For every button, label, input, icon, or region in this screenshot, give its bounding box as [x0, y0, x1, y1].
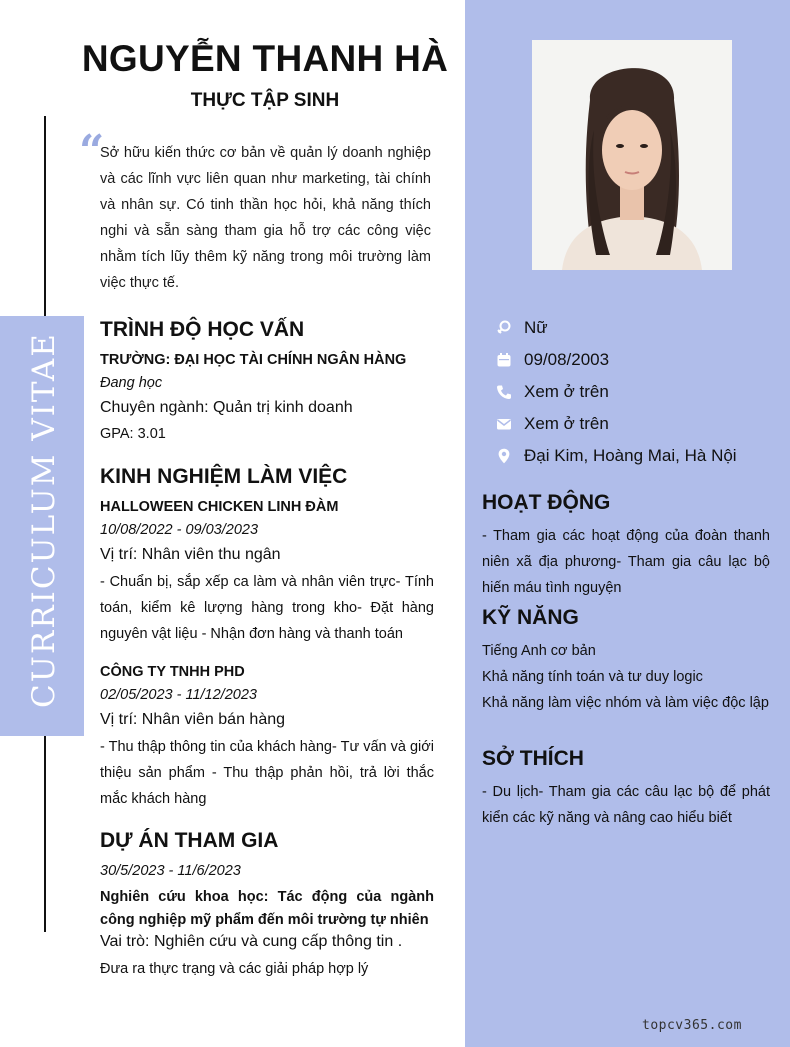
job-description: - Thu thập thông tin của khách hàng- Tư vấn và giới thiệu sản phẩm - Thu thập phản hồi, trả lời thắc mắc khách hàng: [100, 739, 434, 807]
education-school: TRƯỜNG: ĐẠI HỌC TÀI CHÍNH NGÂN HÀNG: [100, 352, 407, 368]
skill-item: Tiếng Anh cơ bản: [482, 643, 596, 659]
contact-phone: [496, 380, 609, 404]
location-icon: [496, 448, 512, 464]
contact-address: [496, 444, 737, 468]
job-period: 02/05/2023 - 11/12/2023: [100, 687, 257, 703]
gender-icon: [496, 320, 512, 336]
candidate-role: THỰC TẬP SINH: [190, 90, 340, 111]
contact-gender: [496, 316, 548, 340]
activities-text: - Tham gia các hoạt động của đoàn thanh niên xã địa phương- Tham gia câu lạc bộ hiến máu tình nguyện: [482, 528, 770, 596]
candidate-name: NGUYỄN THANH HÀ: [81, 38, 449, 79]
skills-title: KỸ NĂNG: [482, 606, 579, 629]
side-label: CURRICULUM VITAE: [26, 332, 62, 708]
calendar-icon: [496, 352, 512, 368]
job-position: Vị trí: Nhân viên bán hàng: [100, 711, 286, 728]
contact-address-value: Đại Kim, Hoàng Mai, Hà Nội: [524, 446, 737, 465]
job-period: 10/08/2022 - 09/03/2023: [100, 522, 259, 538]
activities-title: HOẠT ĐỘNG: [482, 491, 611, 514]
contact-dob-value: 09/08/2003: [524, 350, 610, 369]
vertical-divider-bottom: [44, 706, 46, 932]
experience-title: KINH NGHIỆM LÀM VIỆC: [100, 465, 348, 488]
projects-title: DỰ ÁN THAM GIA: [100, 829, 279, 852]
education-status: Đang học: [100, 375, 163, 391]
quote-icon: “: [79, 126, 105, 177]
project-role: Vai trò: Nghiên cứu và cung cấp thông tin .: [100, 933, 403, 950]
skill-item: Khả năng tính toán và tư duy logic: [482, 669, 703, 685]
contact-email: [496, 412, 609, 436]
job-position: Vị trí: Nhân viên thu ngân: [100, 546, 281, 563]
project-name: Nghiên cứu khoa học: Tác động của ngành công nghiệp mỹ phẩm đến môi trường tự nhiên: [100, 889, 434, 928]
contact-dob: [496, 348, 609, 372]
footer-watermark: topcv365.com: [642, 1018, 742, 1033]
project-period: 30/5/2023 - 11/6/2023: [100, 863, 241, 879]
skill-item: Khả năng làm việc nhóm và làm việc độc lập: [482, 695, 769, 711]
education-major: Chuyên ngành: Quản trị kinh doanh: [100, 399, 353, 416]
email-icon: [496, 416, 512, 432]
portrait-illustration: [532, 40, 732, 270]
hobbies-text: - Du lịch- Tham gia các câu lạc bộ để phát kiển các kỹ năng và nâng cao hiểu biết: [482, 784, 770, 826]
hobbies-title: SỞ THÍCH: [482, 747, 584, 770]
summary-text: Sở hữu kiến thức cơ bản về quản lý doanh nghiệp và các lĩnh vực liên quan như marketing, tài chính và nhân sự. Có tinh thần học hỏi, khả năng thích nghi và sẵn sàng tham gia hỗ trợ các công việc nhằm tích lũy thêm kỹ năng trong môi trường làm việc thực tế.: [100, 145, 431, 291]
education-gpa: GPA: 3.01: [100, 426, 166, 442]
job-description: - Chuẩn bị, sắp xếp ca làm và nhân viên trực- Tính toán, kiểm kê lượng hàng trong kho- Đặt hàng nguyên vật liệu - Nhận đơn hàng và thanh toán: [100, 574, 434, 642]
education-title: TRÌNH ĐỘ HỌC VẤN: [100, 318, 305, 341]
job-company: HALLOWEEN CHICKEN LINH ĐÀM: [100, 499, 339, 515]
project-description: Đưa ra thực trạng và các giải pháp hợp lý: [100, 961, 369, 977]
contact-email-value: Xem ở trên: [524, 414, 609, 433]
profile-photo: [532, 40, 732, 270]
contact-phone-value: Xem ở trên: [524, 382, 609, 401]
contact-gender-value: Nữ: [524, 318, 548, 337]
phone-icon: [496, 384, 512, 400]
job-company: CÔNG TY TNHH PHD: [100, 664, 245, 680]
